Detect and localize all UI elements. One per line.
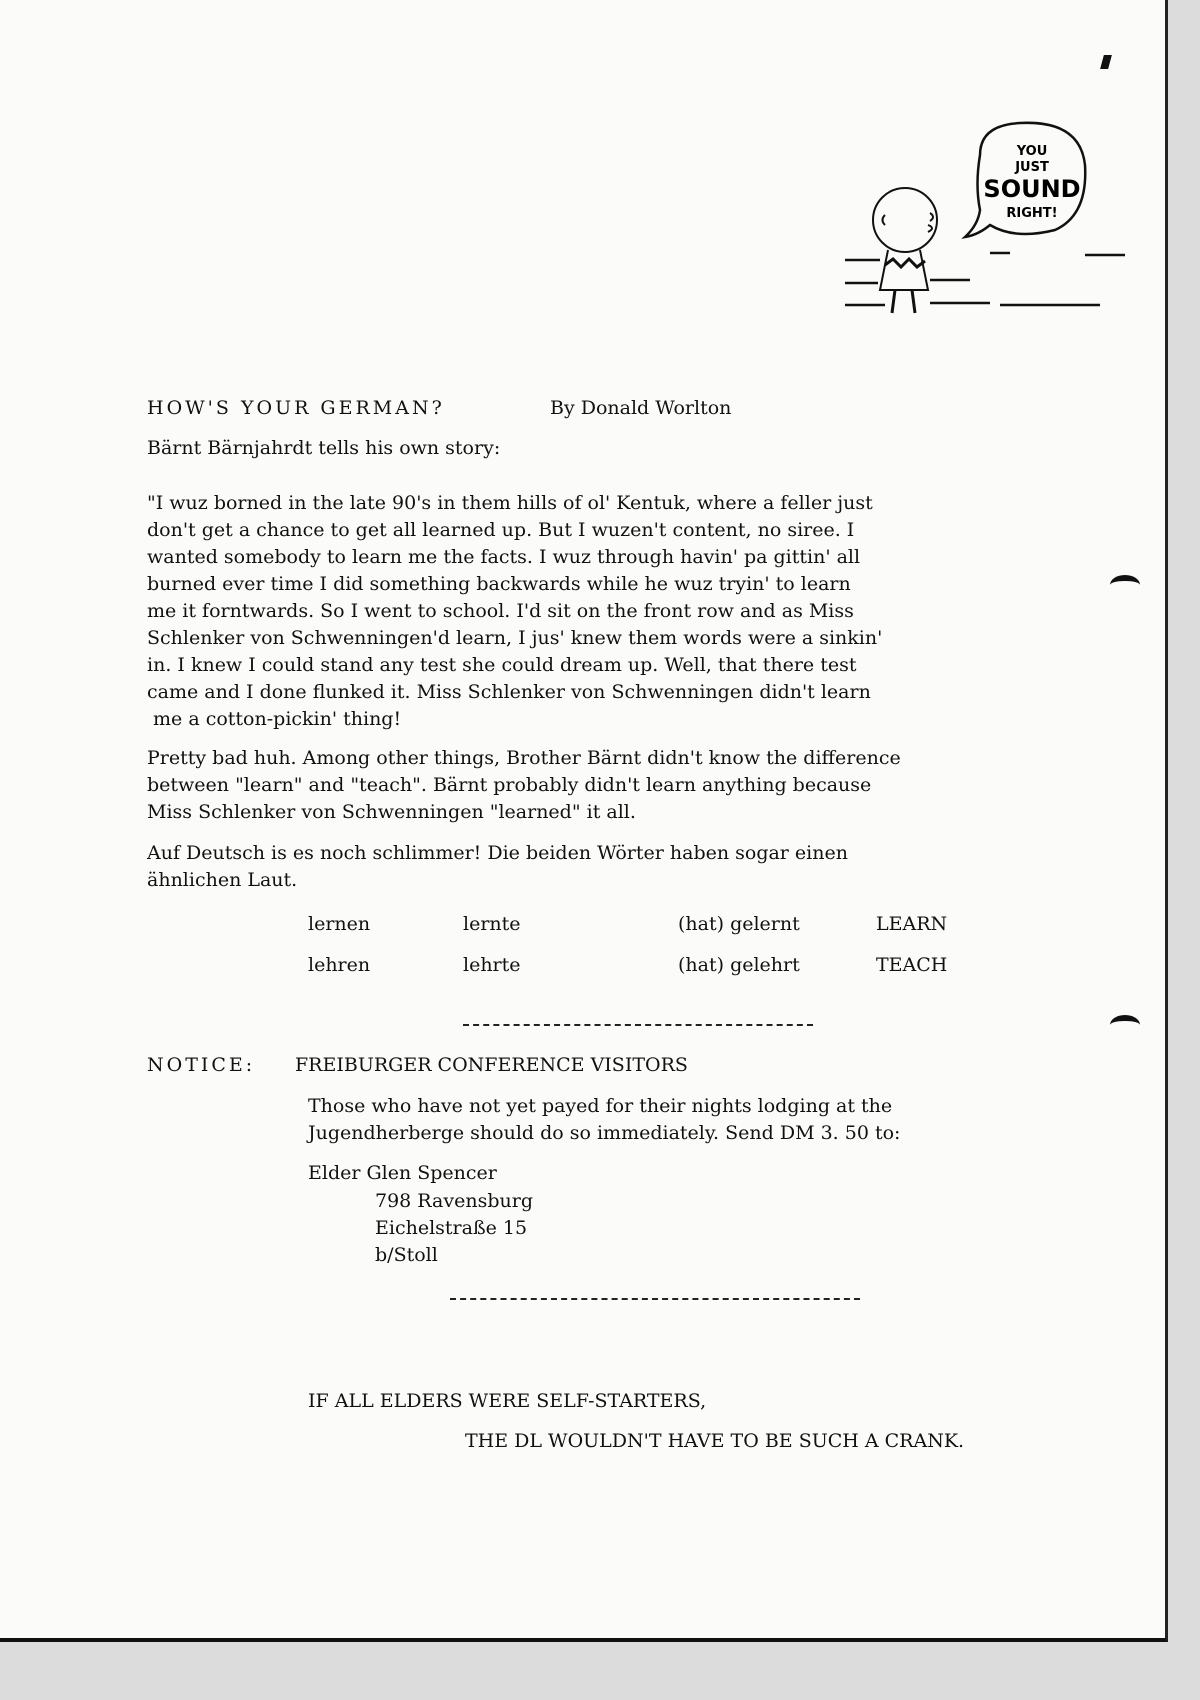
conjugation-table bbox=[308, 903, 947, 985]
notice-subject: FREIBURGER CONFERENCE VISITORS bbox=[295, 1054, 688, 1076]
cartoon-illustration bbox=[840, 115, 1130, 330]
punch-hole-mark bbox=[1110, 1015, 1140, 1035]
notice-recipient: Elder Glen Spencer bbox=[308, 1162, 497, 1184]
closing-line-1: IF ALL ELDERS WERE SELF-STARTERS, bbox=[308, 1390, 707, 1412]
german-paragraph bbox=[147, 840, 848, 894]
past-cell: lernte bbox=[463, 912, 521, 935]
address-line: 798 Ravensburg bbox=[375, 1190, 533, 1212]
punch-hole-mark bbox=[1110, 575, 1140, 595]
story-line: me it forntwards. So I went to school. I'd sit on the front row and as Miss bbox=[147, 600, 854, 622]
article-title: HOW'S YOUR GERMAN? bbox=[147, 397, 445, 419]
table-row bbox=[308, 903, 947, 944]
notice-address bbox=[375, 1188, 533, 1269]
speech-word: SOUND bbox=[983, 175, 1081, 203]
story-line: burned ever time I did something backwards while he wuz tryin' to learn bbox=[147, 573, 851, 595]
address-line: b/Stoll bbox=[375, 1244, 438, 1266]
commentary-line: between "learn" and "teach". Bärnt probably didn't learn anything because bbox=[147, 774, 872, 796]
meaning-cell: LEARN bbox=[876, 912, 948, 935]
notice-body bbox=[308, 1093, 900, 1147]
section-divider bbox=[463, 1024, 813, 1026]
infinitive-cell: lernen bbox=[308, 912, 371, 935]
story-line: in. I knew I could stand any test she could dream up. Well, that there test bbox=[147, 654, 857, 676]
commentary-line: Pretty bad huh. Among other things, Brother Bärnt didn't know the difference bbox=[147, 747, 901, 769]
speech-word: RIGHT! bbox=[1006, 206, 1058, 221]
table-row bbox=[308, 944, 947, 985]
story-line: "I wuz borned in the late 90's in them hills of ol' Kentuk, where a feller just bbox=[147, 492, 873, 514]
past-cell: lehrte bbox=[463, 953, 521, 976]
german-line: ähnlichen Laut. bbox=[147, 869, 298, 891]
story-line: came and I done flunked it. Miss Schlenker von Schwenningen didn't learn bbox=[147, 681, 871, 703]
corner-ink-mark bbox=[1100, 55, 1112, 69]
speech-word: YOU bbox=[1016, 144, 1048, 159]
notice-line: Those who have not yet payed for their nights lodging at the bbox=[308, 1095, 893, 1117]
story-line: Schlenker von Schwenningen'd learn, I jus' knew them words were a sinkin' bbox=[147, 627, 883, 649]
notice-line: Jugendherberge should do so immediately. Send DM 3. 50 to: bbox=[308, 1122, 901, 1144]
story-line: wanted somebody to learn me the facts. I wuz through havin' pa gittin' all bbox=[147, 546, 861, 568]
story-line: me a cotton-pickin' thing! bbox=[147, 708, 402, 730]
german-line: Auf Deutsch is es noch schlimmer! Die beiden Wörter haben sogar einen bbox=[147, 842, 848, 864]
address-line: Eichelstraße 15 bbox=[375, 1217, 528, 1239]
section-divider bbox=[450, 1298, 860, 1300]
notice-heading: NOTICE: bbox=[147, 1054, 256, 1076]
article-intro: Bärnt Bärnjahrdt tells his own story: bbox=[147, 437, 501, 459]
story-paragraph bbox=[147, 490, 882, 733]
infinitive-cell: lehren bbox=[308, 953, 371, 976]
closing-line-2: THE DL WOULDN'T HAVE TO BE SUCH A CRANK. bbox=[465, 1430, 965, 1452]
perfect-cell: (hat) gelehrt bbox=[678, 953, 800, 976]
commentary-line: Miss Schlenker von Schwenningen "learned" it all. bbox=[147, 801, 636, 823]
meaning-cell: TEACH bbox=[876, 953, 948, 976]
article-byline: By Donald Worlton bbox=[550, 397, 732, 419]
speech-word: JUST bbox=[1015, 160, 1049, 175]
perfect-cell: (hat) gelernt bbox=[678, 912, 800, 935]
story-line: don't get a chance to get all learned up. But I wuzen't content, no siree. I bbox=[147, 519, 855, 541]
commentary-paragraph bbox=[147, 745, 901, 826]
